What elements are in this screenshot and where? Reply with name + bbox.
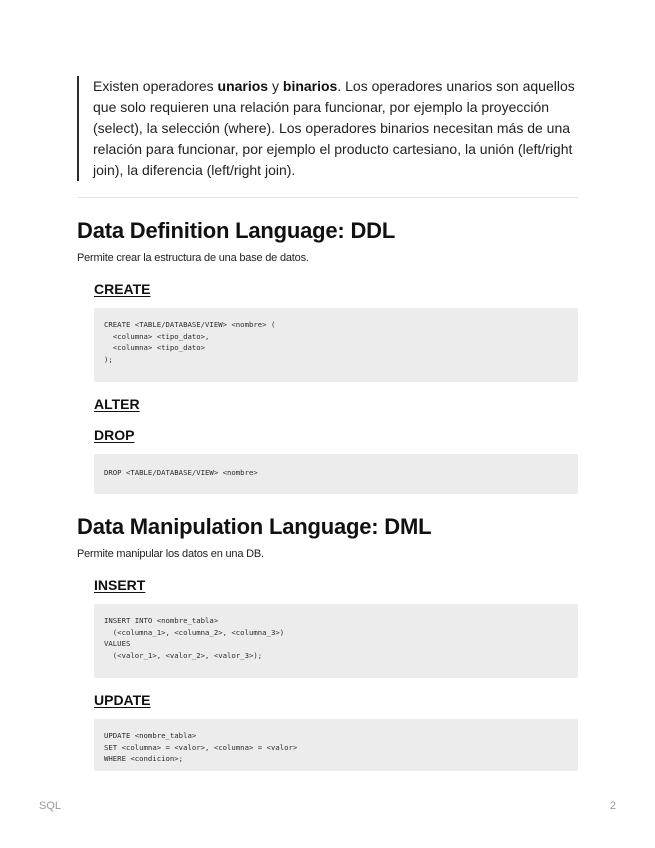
insert-code-block: INSERT INTO <nombre_tabla> (<columna_1>, <columna_2>, <columna_3>) VALUES (<valor_1>, <valor_2>, <valor_3>); (94, 604, 578, 678)
ddl-heading: Data Definition Language: DDL (77, 218, 396, 243)
create-code-block: CREATE <TABLE/DATABASE/VIEW> <nombre> ( <columna> <tipo_dato>, <columna> <tipo_dato> ); (94, 308, 578, 382)
ddl-description: Permite crear la estructura de una base de datos. (77, 252, 309, 264)
section-divider (77, 197, 578, 198)
update-heading: UPDATE (94, 692, 151, 708)
drop-code-block: DROP <TABLE/DATABASE/VIEW> <nombre> (94, 454, 578, 494)
dml-description: Permite manipular los datos en una DB. (77, 548, 264, 560)
footer-document-title: SQL (39, 800, 62, 812)
intro-text-1: Existen operadores (93, 78, 218, 94)
intro-bold-unarios: unarios (217, 78, 269, 94)
insert-heading: INSERT (94, 577, 146, 593)
intro-text-2: y (268, 78, 283, 94)
intro-bold-binarios: binarios (282, 78, 338, 94)
footer-page-number: 2 (609, 800, 616, 812)
intro-blockquote (77, 76, 593, 181)
dml-heading: Data Manipulation Language: DML (77, 514, 432, 539)
update-code-block: UPDATE <nombre_tabla> SET <columna> = <valor>, <columna> = <valor> WHERE <condicion>; (94, 719, 578, 771)
alter-heading: ALTER (94, 396, 140, 412)
intro-text-3: . Los operadores unarios son aquellos que solo requieren una relación para funcionar, por ejemplo la proyección (select), la selección (where). Los operadores binarios necesitan más de una relación para funcionar, por ejemplo el producto cartesiano, la unión (left/right join), la diferencia (left/right join). (93, 78, 575, 178)
create-heading: CREATE (94, 281, 151, 297)
drop-heading: DROP (94, 427, 135, 443)
